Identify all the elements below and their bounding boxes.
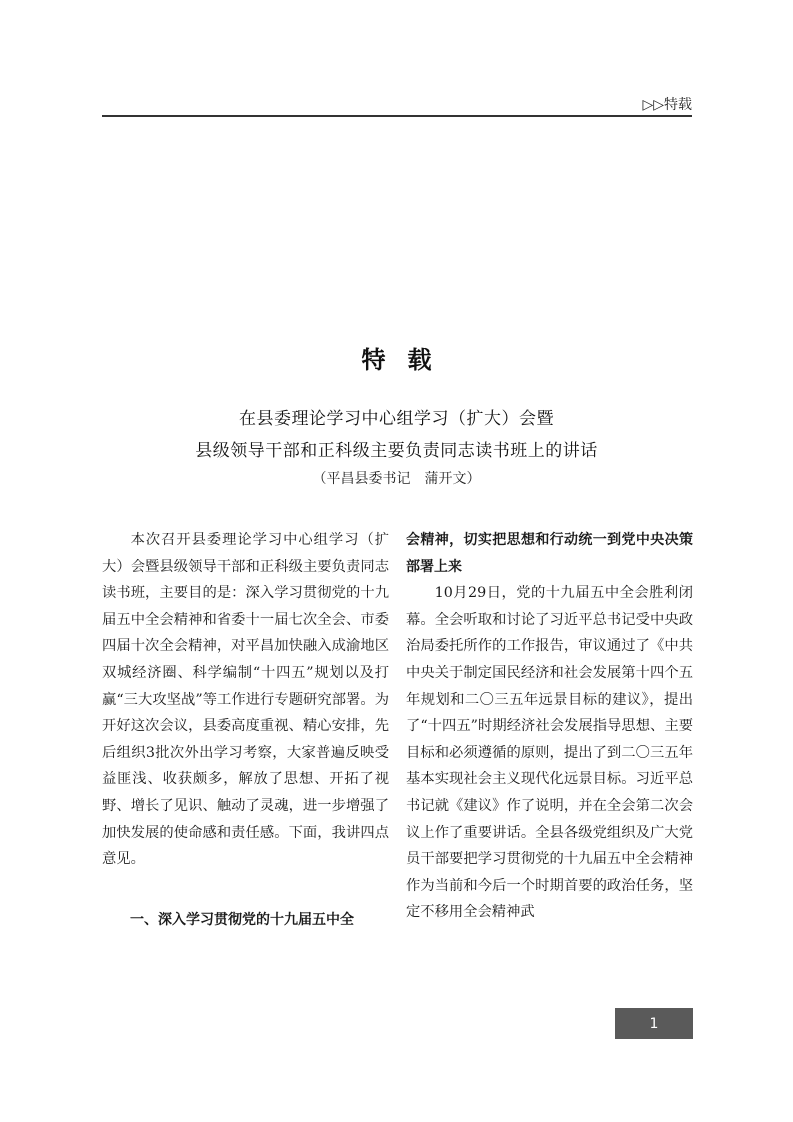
left-column	[102, 527, 389, 933]
article-byline: （平昌县委书记 蒲开文）	[312, 471, 481, 487]
running-header: ▷▷特载	[642, 97, 692, 113]
article-title-line1: 在县委理论学习中心组学习（扩大）会暨	[239, 409, 554, 429]
article-title-line2: 县级领导干部和正科级主要负责同志读书班上的讲话	[195, 441, 598, 461]
section-heading-part1: 一、深入学习贯彻党的十九届五中全	[130, 911, 354, 928]
right-column	[406, 527, 693, 926]
body-paragraph: 10月29日，党的十九届五中全会胜利闭幕。全会听取和讨论了习近平总书记受中央政治局委托所作的工作报告，审议通过了《中共中央关于制定国民经济和社会发展第十四个五年规划和二〇三五年远景目标的建议》，提出了“十四五”时期经济社会发展指导思想、主要目标和必须遵循的原则，提出了到二〇三五年基本实现社会主义现代化远景目标。习近平总书记就《建议》作了说明，并在全会第二次会议上作了重要讲话。全县各级党组织及广大党员干部要把学习贯彻党的十九届五中全会精神作为当前和今后一个时期首要的政治任务，坚定不移用全会精神武	[406, 585, 693, 921]
section-title: 特载	[361, 345, 454, 374]
intro-paragraph: 本次召开县委理论学习中心组学习（扩大）会暨县级领导干部和正科级主要负责同志读书班，主要目的是：深入学习贯彻党的十九届五中全会精神和省委十一届七次全会、市委四届十次全会精神，对平昌加快融入成渝地区双城经济圈、科学编制“十四五”规划以及打赢“三大攻坚战”等工作进行专题研究部署。为开好这次会议，县委高度重视、精心安排，先后组织3批次外出学习考察，大家普遍反映受益匪浅、收获颇多，解放了思想、开拓了视野、增长了见识、触动了灵魂，进一步增强了加快发展的使命感和责任感。下面，我讲四点意见。	[102, 532, 389, 868]
header-rule	[102, 115, 692, 117]
page-number: 1	[615, 1008, 693, 1039]
section-heading-part2: 会精神，切实把思想和行动统一到党中央决策部署上来	[406, 532, 693, 575]
